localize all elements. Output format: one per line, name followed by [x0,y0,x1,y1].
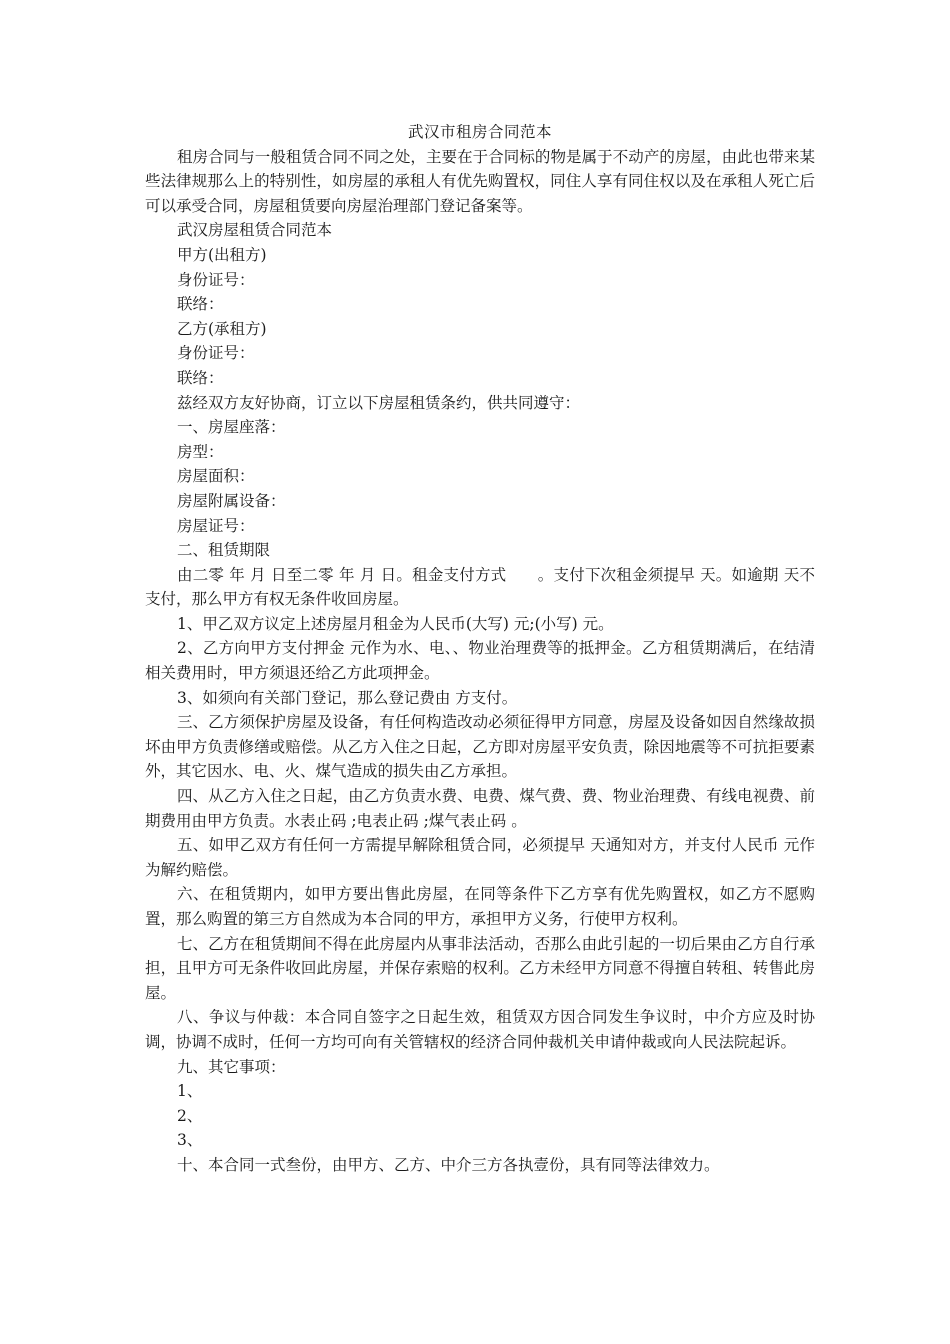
other-item-2: 2、 [177,1106,203,1125]
other-item-3: 3、 [177,1131,203,1150]
clause-5-termination: 五、如甲乙双方有任何一方需提早解除租赁合同，必须提早 天通知对方，并支付人民币 元作为解约赔偿。 [145,836,815,879]
party-b-id-field: 身份证号： [177,344,255,363]
document-title: 武汉市租房合同范本 [407,123,552,141]
rent-item-2: 2、乙方向甲方支付押金 元作为水、电、、物业治理费等的抵押金。乙方租赁期满后，在结清相关费用时，甲方须退还给乙方此项押金。 [145,639,815,683]
clause-1-location: 一、房屋座落： [177,418,286,437]
party-a-id-field: 身份证号： [177,270,255,289]
rent-item-3: 3、如须向有关部门登记，那么登记费由 方支付。 [177,688,518,707]
other-item-1: 1、 [177,1082,203,1101]
house-type-field: 房型： [177,442,224,461]
party-a-label: 甲方(出租方) [177,245,267,264]
lease-term-text: 由二零 年 月 日至二零 年 月 日。租金支付方式 。支付下次租金须提早 天。如逾期 天不支付，那么甲方有权无条件收回房屋。 [145,565,815,609]
clause-10-copies: 十、本合同一式叁份，由甲方、乙方、中介三方各执壹份，具有同等法律效力。 [177,1155,720,1174]
party-b-label: 乙方(承租方) [177,319,267,338]
clause-8-dispute: 八、争议与仲裁：本合同自签字之日起生效，租赁双方因合同发生争议时，中介方应及时协调，协调不成时，任何一方均可向有关管辖权的经济合同仲裁机关申请仲裁或向人民法院起诉。 [145,1008,815,1051]
clause-3-maintenance: 三、乙方须保护房屋及设备，有任何构造改动必须征得甲方同意，房屋及设备如因自然缘故损坏由甲方负责修缮或赔偿。从乙方入住之日起，乙方即对房屋平安负责，除因地震等不可抗拒要素外，其它因水、电、火、煤气造成的损失由乙方承担。 [145,713,815,781]
rent-item-1: 1、甲乙双方议定上述房屋月租金为人民币(大写) 元;(小写) 元。 [177,614,614,633]
contract-heading: 武汉房屋租赁合同范本 [177,221,333,240]
party-a-contact-field: 联络： [177,295,224,314]
house-cert-field: 房屋证号： [177,516,255,535]
party-b-contact-field: 联络： [177,368,224,387]
agreement-intro: 兹经双方友好协商，订立以下房屋租赁条约，供共同遵守： [177,393,581,412]
clause-4-utilities: 四、从乙方入住之日起，由乙方负责水费、电费、煤气费、费、物业治理费、有线电视费、前期费用由甲方负责。水表止码 ;电表止码 ;煤气表止码 。 [145,787,815,830]
document-page [145,120,815,1178]
house-area-field: 房屋面积： [177,467,255,486]
house-equipment-field: 房屋附属设备： [177,491,286,510]
clause-2-lease-term: 二、租赁期限 [177,541,271,560]
clause-7-prohibited-activities: 七、乙方在租赁期间不得在此房屋内从事非法活动，否那么由此引起的一切后果由乙方自行承担，且甲方可无条件收回此房屋，并保存索赔的权利。乙方未经甲方同意不得擅自转租、转售此房屋。 [145,934,815,1002]
intro-paragraph: 租房合同与一般租赁合同不同之处，主要在于合同标的物是属于不动产的房屋，由此也带来某些法律规那么上的特别性，如房屋的承租人有优先购置权，同住人享有同住权以及在承租人死亡后可以承受合同，房屋租赁要向房屋治理部门登记备案等。 [145,147,815,215]
clause-9-other: 九、其它事项： [177,1057,286,1076]
clause-6-purchase-right: 六、在租赁期内，如甲方要出售此房屋，在同等条件下乙方享有优先购置权，如乙方不愿购置，那么购置的第三方自然成为本合同的甲方，承担甲方义务，行使甲方权利。 [145,885,815,928]
